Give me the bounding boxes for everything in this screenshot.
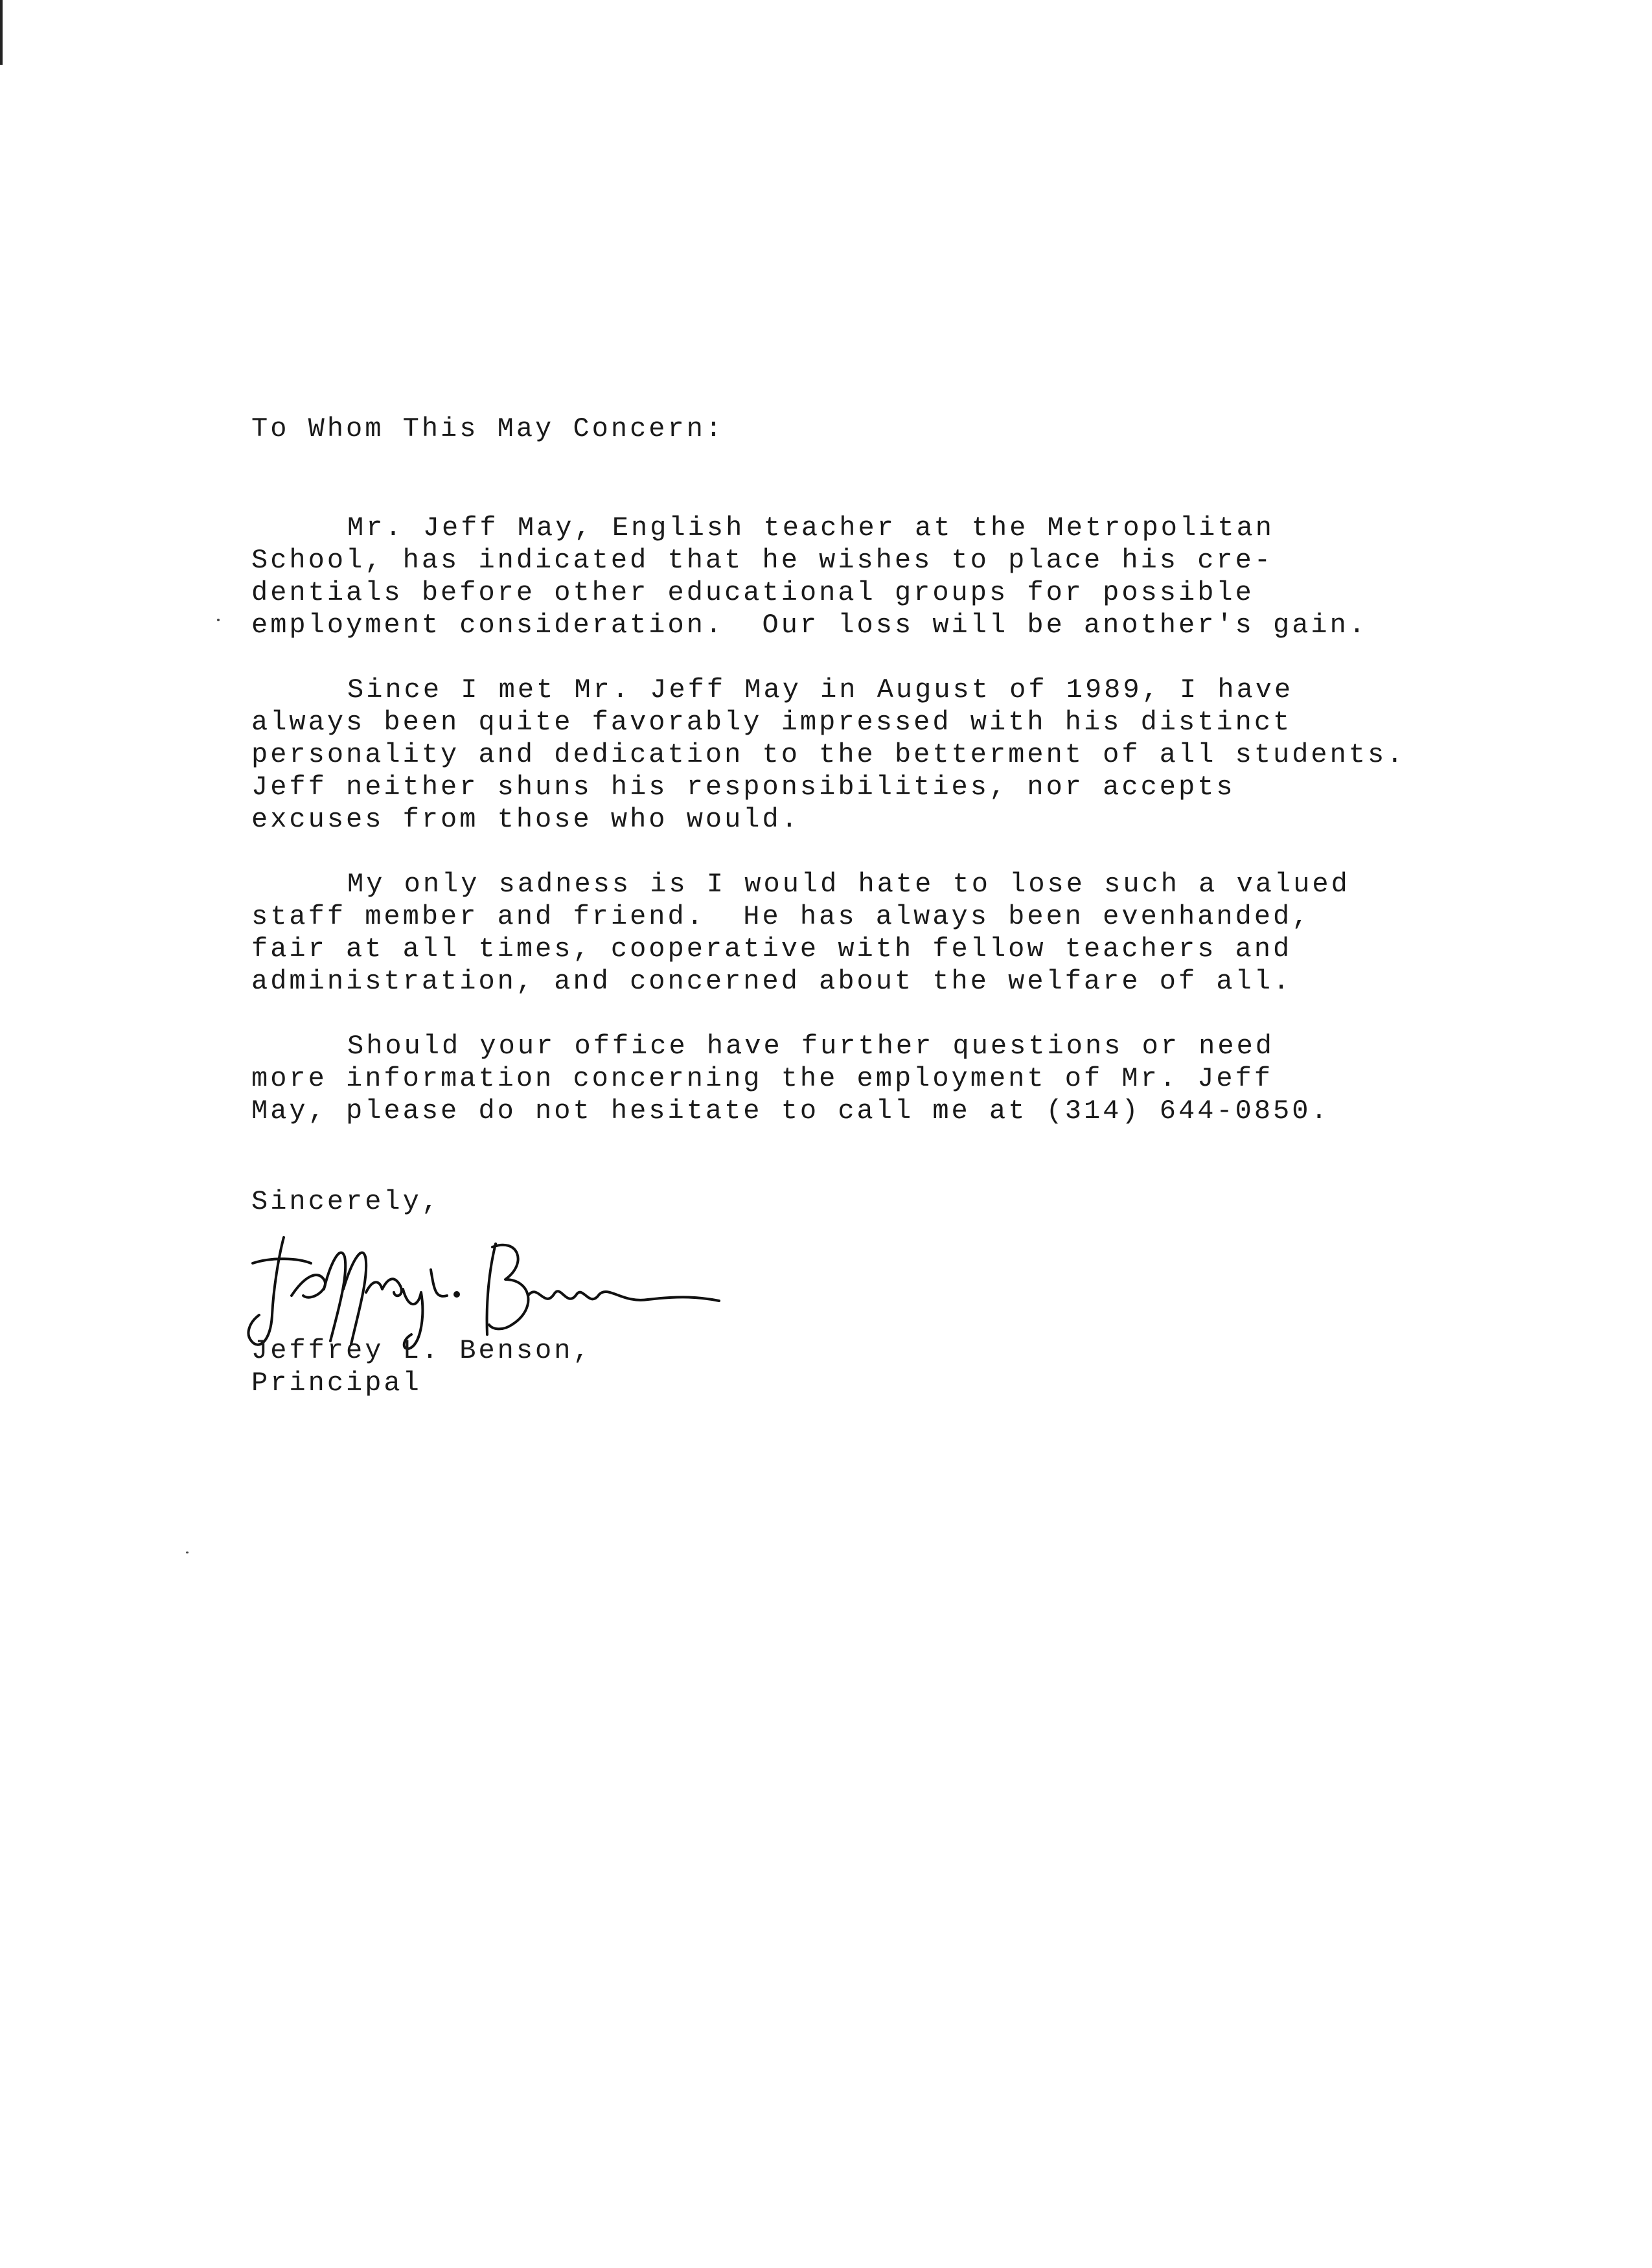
scan-edge <box>0 0 3 65</box>
paragraph-line: School, has indicated that he wishes to place his cre- <box>251 545 1274 576</box>
paragraph-line: administration, and concerned about the welfare of all. <box>251 966 1292 997</box>
paragraph-line: My only sadness is I would hate to lose such a valued <box>347 869 1350 900</box>
signer-name: Jeffrey L. Benson, <box>251 1335 592 1366</box>
signer-title: Principal <box>251 1368 422 1399</box>
closing: Sincerely, <box>251 1186 441 1217</box>
paragraph-line: Mr. Jeff May, English teacher at the Metropolitan <box>347 512 1275 544</box>
paragraph-line: Should your office have further questions or need <box>347 1031 1275 1062</box>
paragraph-line: personality and dedication to the betterment of all students. <box>251 739 1406 770</box>
salutation: To Whom This May Concern: <box>251 413 725 444</box>
paragraph-line: more information concerning the employment of Mr. Jeff <box>251 1063 1274 1094</box>
paragraph-line: Jeff neither shuns his responsibilities, nor accepts <box>251 772 1235 803</box>
paragraph-line: fair at all times, cooperative with fellow teachers and <box>251 934 1292 965</box>
paragraph-line: excuses from those who would. <box>251 804 800 835</box>
paragraph-line: dentials before other educational groups for possible <box>251 577 1254 608</box>
paragraph-line: staff member and friend. He has always been evenhanded, <box>251 901 1311 932</box>
paragraph-line: always been quite favorably impressed with his distinct <box>251 707 1292 738</box>
paragraph-line: Since I met Mr. Jeff May in August of 1989, I have <box>347 674 1294 705</box>
scan-speck <box>217 619 220 621</box>
scan-speck <box>186 1552 189 1553</box>
paragraph-line: employment consideration. Our loss will be another's gain. <box>251 610 1368 641</box>
paragraph-line: May, please do not hesitate to call me at (314) 644-0850. <box>251 1095 1330 1127</box>
